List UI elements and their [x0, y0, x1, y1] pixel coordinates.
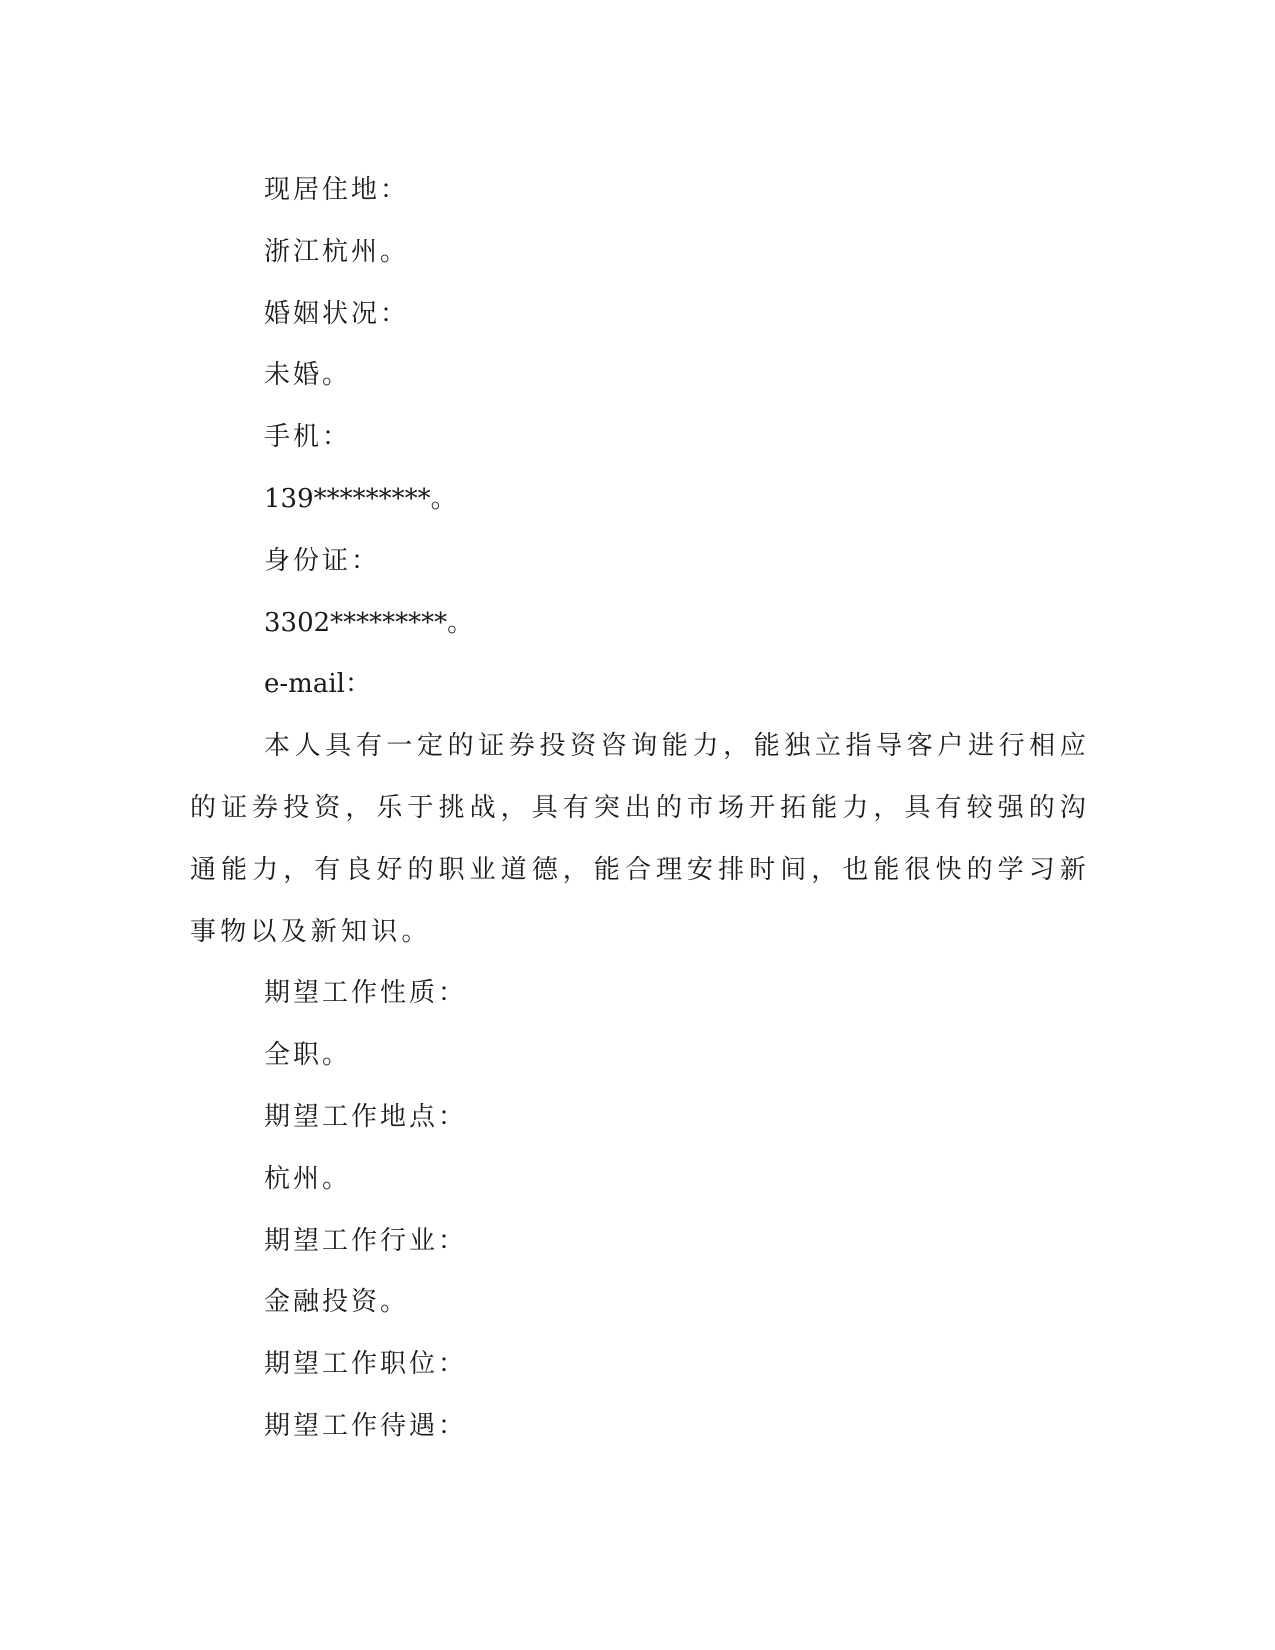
document-body [190, 160, 1090, 1458]
residence-label: 现居住地： [264, 175, 410, 205]
mobile-label: 手机： [264, 422, 352, 453]
expected-position-label: 期望工作职位： [264, 1349, 468, 1380]
email-label: e-mail： [264, 669, 371, 700]
expected-location-label: 期望工作地点： [264, 1101, 468, 1132]
expected-job-type-value: 全职。 [264, 1040, 352, 1071]
expected-job-type-label: 期望工作性质： [264, 978, 468, 1009]
expected-location-value: 杭州。 [264, 1163, 352, 1194]
expected-industry-label: 期望工作行业： [264, 1225, 468, 1256]
expected-salary-label: 期望工作待遇： [264, 1410, 468, 1441]
marital-status-value: 未婚。 [264, 360, 352, 391]
mobile-value: 139*********。 [264, 483, 457, 514]
expected-industry-value: 金融投资。 [264, 1287, 410, 1318]
id-card-label: 身份证： [264, 545, 381, 576]
self-evaluation-paragraph: 本人具有一定的证券投资咨询能力，能独立指导客户进行相应的证券投资，乐于挑战，具有突出的市场开拓能力，具有较强的沟通能力，有良好的职业道德，能合理安排时间，也能很快的学习新事物以及新知识。 [190, 731, 1090, 947]
residence-value: 浙江杭州。 [264, 236, 410, 267]
id-card-value: 3302*********。 [264, 607, 474, 638]
marital-status-label: 婚姻状况： [264, 298, 410, 329]
